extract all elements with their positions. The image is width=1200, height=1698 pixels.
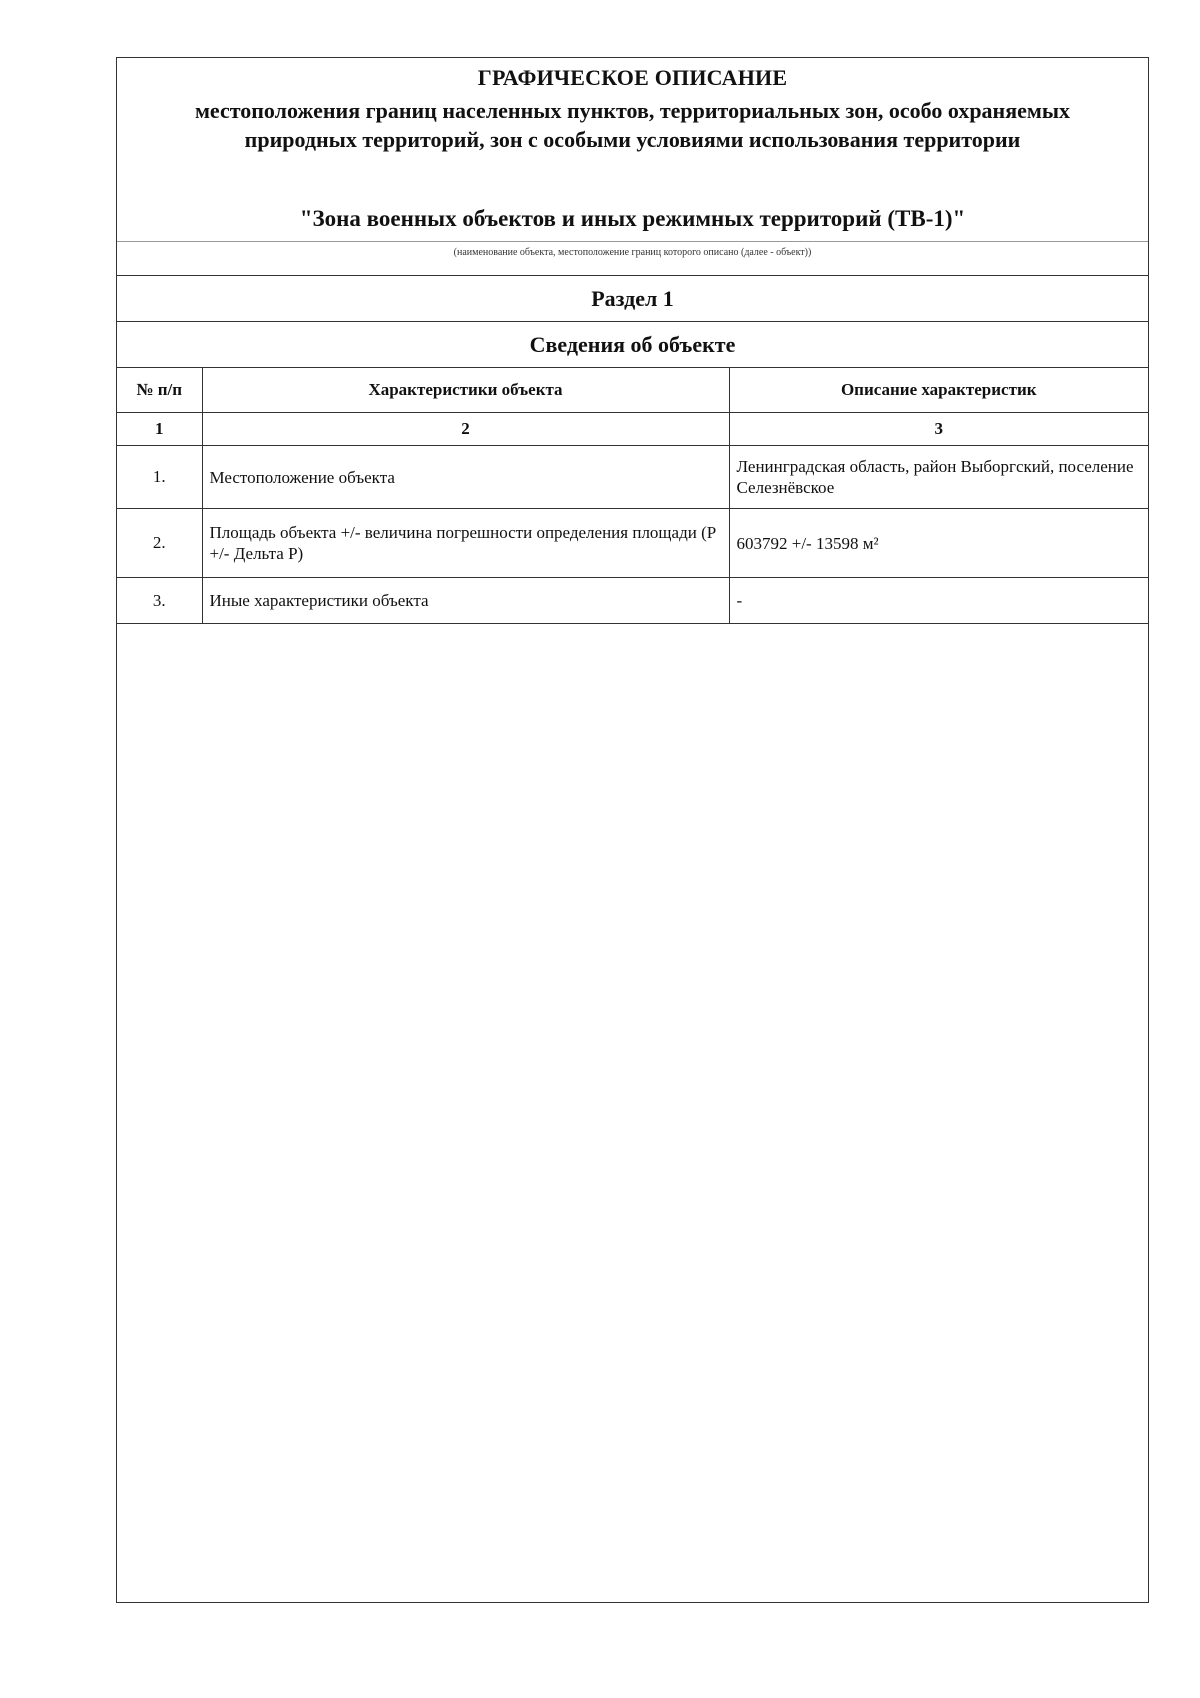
table-row [117,578,1148,624]
object-name-underline [117,241,1148,242]
column-header-characteristic: Характеристики объекта [202,368,729,413]
row-characteristic: Местоположение объекта [202,446,729,509]
row-description: 603792 +/- 13598 м² [729,509,1148,578]
table-header-row [117,368,1148,413]
row-description: - [729,578,1148,624]
row-description: Ленинградская область, район Выборгский, поселение Селезнёвское [729,446,1148,509]
row-number: 3. [117,578,202,624]
section-title: Раздел 1 [117,275,1148,321]
object-info-table [117,367,1148,624]
row-characteristic: Иные характеристики объекта [202,578,729,624]
document-frame [116,57,1149,1603]
column-header-description: Описание характеристик [729,368,1148,413]
column-number-1: 1 [117,413,202,446]
column-number-3: 3 [729,413,1148,446]
document-subtitle: местоположения границ населенных пунктов, территориальных зон, особо охраняемых природных территорий, зон с особыми условиями использования территории [194,98,1071,152]
row-characteristic: Площадь объекта +/- величина погрешности определения площади (Р +/- Дельта Р) [202,509,729,578]
table-row [117,509,1148,578]
object-caption: (наименование объекта, местоположение границ которого описано (далее - объект)) [453,247,812,258]
row-number: 2. [117,509,202,578]
column-header-number: № п/п [117,368,202,413]
section-subtitle: Сведения об объекте [117,321,1148,367]
document-title: ГРАФИЧЕСКОЕ ОПИСАНИЕ [477,65,788,90]
row-number: 1. [117,446,202,509]
table-column-numbers-row [117,413,1148,446]
table-row [117,446,1148,509]
object-name: "Зона военных объектов и иных режимных территорий (ТВ-1)" [299,206,966,231]
column-number-2: 2 [202,413,729,446]
